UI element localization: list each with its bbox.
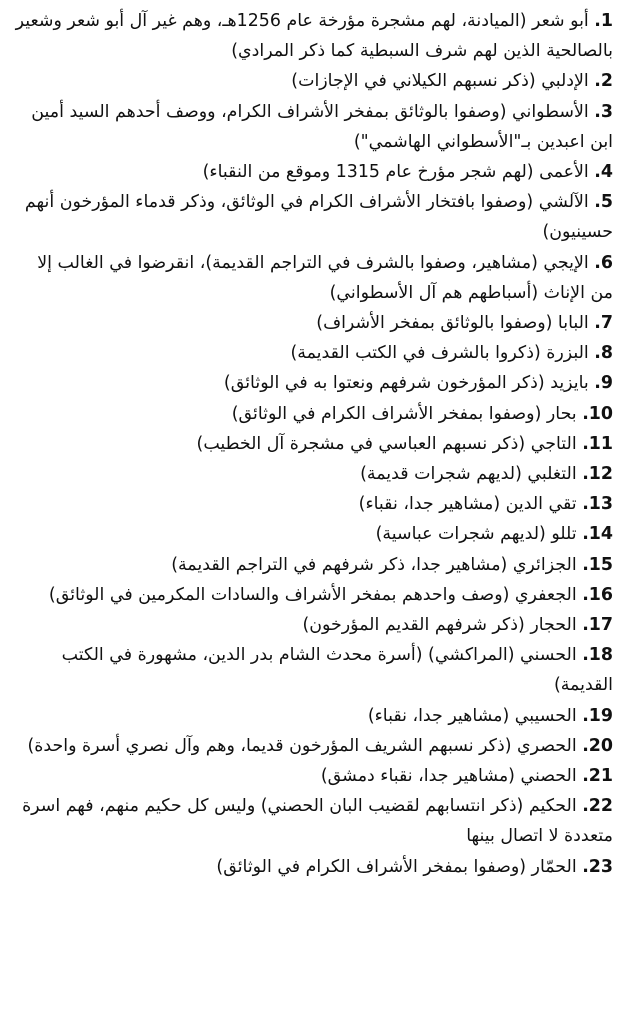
item-text: الجعفري (وصف واحدهم بمفخر الأشراف والسادات المكرمين في الوثائق) bbox=[48, 584, 583, 605]
item-number: 7. bbox=[594, 313, 613, 334]
item-text: الحمّار (وصفوا بمفخر الأشراف الكرام في الوثائق) bbox=[216, 856, 583, 877]
list-item bbox=[12, 852, 613, 882]
item-text: الأسطواني (وصفوا بالوثائق بمفخر الأشراف الكرام، ووصف أحدهم السيد أمين ابن اعبدين بـ"الأسطواني الهاشمي") bbox=[31, 101, 613, 152]
item-text: الآلشي (وصفوا بافتخار الأشراف الكرام في الوثائق، وذكر قدماء المؤرخون أنهم حسينيون) bbox=[24, 192, 613, 243]
item-text: تقي الدين (مشاهير جدا، نقباء) bbox=[358, 494, 583, 515]
item-text: الحكيم (ذكر انتسابهم لقضيب البان الحصني) وليس كل حكيم منهم، فهم اسرة متعددة لا اتصال بينها bbox=[22, 796, 613, 847]
item-number: 3. bbox=[594, 101, 613, 122]
item-number: 2. bbox=[594, 71, 613, 92]
item-text: الأعمى (لهم شجر مؤرخ عام 1315 وموقع من النقباء) bbox=[202, 162, 595, 183]
list-item bbox=[12, 187, 613, 247]
item-text: التغلبي (لديهم شجرات قديمة) bbox=[360, 464, 583, 485]
item-text: الحسيبي (مشاهير جدا، نقباء) bbox=[367, 705, 583, 726]
list-item bbox=[12, 610, 613, 640]
item-number: 17. bbox=[582, 615, 613, 636]
item-text: الحصني (مشاهير جدا، نقباء دمشق) bbox=[320, 766, 583, 787]
item-text: بايزيد (ذكر المؤرخون شرفهم ونعتوا به في الوثائق) bbox=[223, 373, 595, 394]
list-item bbox=[12, 248, 613, 308]
list-item bbox=[12, 6, 613, 66]
item-text: بحار (وصفوا بمفخر الأشراف الكرام في الوثائق) bbox=[231, 403, 583, 424]
list-item bbox=[12, 338, 613, 368]
list-item bbox=[12, 368, 613, 398]
item-number: 5. bbox=[594, 192, 613, 213]
item-number: 6. bbox=[594, 252, 613, 273]
list-item bbox=[12, 731, 613, 761]
item-text: البزرة (ذكروا بالشرف في الكتب القديمة) bbox=[290, 343, 595, 364]
item-text: الجزائري (مشاهير جدا، ذكر شرفهم في التراجم القديمة) bbox=[171, 554, 583, 575]
item-text: الحجار (ذكر شرفهم القديم المؤرخون) bbox=[302, 615, 583, 636]
item-number: 10. bbox=[582, 403, 613, 424]
item-number: 15. bbox=[582, 554, 613, 575]
list-item bbox=[12, 640, 613, 700]
item-number: 23. bbox=[582, 856, 613, 877]
item-number: 18. bbox=[582, 645, 613, 666]
list-item bbox=[12, 399, 613, 429]
item-text: تللو (لديهم شجرات عباسية) bbox=[375, 524, 583, 545]
item-text: الإدلبي (ذكر نسبهم الكيلاني في الإجازات) bbox=[291, 71, 595, 92]
item-text: الحصري (ذكر نسبهم الشريف المؤرخون قديما، وهم وآل نصري أسرة واحدة) bbox=[27, 735, 583, 756]
list-item bbox=[12, 519, 613, 549]
item-text: الإيجي (مشاهير، وصفوا بالشرف في التراجم القديمة)، انقرضوا في الغالب إلا من الإناث (أسباطهم هم آل الأسطواني) bbox=[37, 252, 613, 303]
item-number: 4. bbox=[594, 162, 613, 183]
item-number: 12. bbox=[582, 464, 613, 485]
item-number: 20. bbox=[582, 735, 613, 756]
item-number: 9. bbox=[594, 373, 613, 394]
list-item bbox=[12, 580, 613, 610]
item-number: 13. bbox=[582, 494, 613, 515]
item-number: 8. bbox=[594, 343, 613, 364]
list-item bbox=[12, 157, 613, 187]
item-text: أبو شعر (الميادنة، لهم مشجرة مؤرخة عام 1256هـ، وهم غير آل أبو شعر وشعير بالصالحية الذين لهم شرف السبطية كما ذكر المرادي) bbox=[15, 11, 613, 62]
item-number: 11. bbox=[582, 433, 613, 454]
item-number: 14. bbox=[582, 524, 613, 545]
item-text: الحسني (المراكشي) (أسرة محدث الشام بدر الدين، مشهورة في الكتب القديمة) bbox=[61, 645, 613, 696]
item-text: التاجي (ذكر نسبهم العباسي في مشجرة آل الخطيب) bbox=[196, 433, 583, 454]
item-number: 19. bbox=[582, 705, 613, 726]
list-item bbox=[12, 791, 613, 851]
list-item bbox=[12, 459, 613, 489]
item-number: 21. bbox=[582, 766, 613, 787]
list-item bbox=[12, 550, 613, 580]
item-text: البابا (وصفوا بالوثائق بمفخر الأشراف) bbox=[316, 313, 595, 334]
list-item bbox=[12, 489, 613, 519]
families-list bbox=[12, 6, 613, 882]
list-item bbox=[12, 66, 613, 96]
list-item bbox=[12, 429, 613, 459]
list-item bbox=[12, 308, 613, 338]
list-item bbox=[12, 701, 613, 731]
list-item bbox=[12, 761, 613, 791]
list-item bbox=[12, 97, 613, 157]
item-number: 22. bbox=[582, 796, 613, 817]
item-number: 16. bbox=[582, 584, 613, 605]
item-number: 1. bbox=[594, 11, 613, 31]
